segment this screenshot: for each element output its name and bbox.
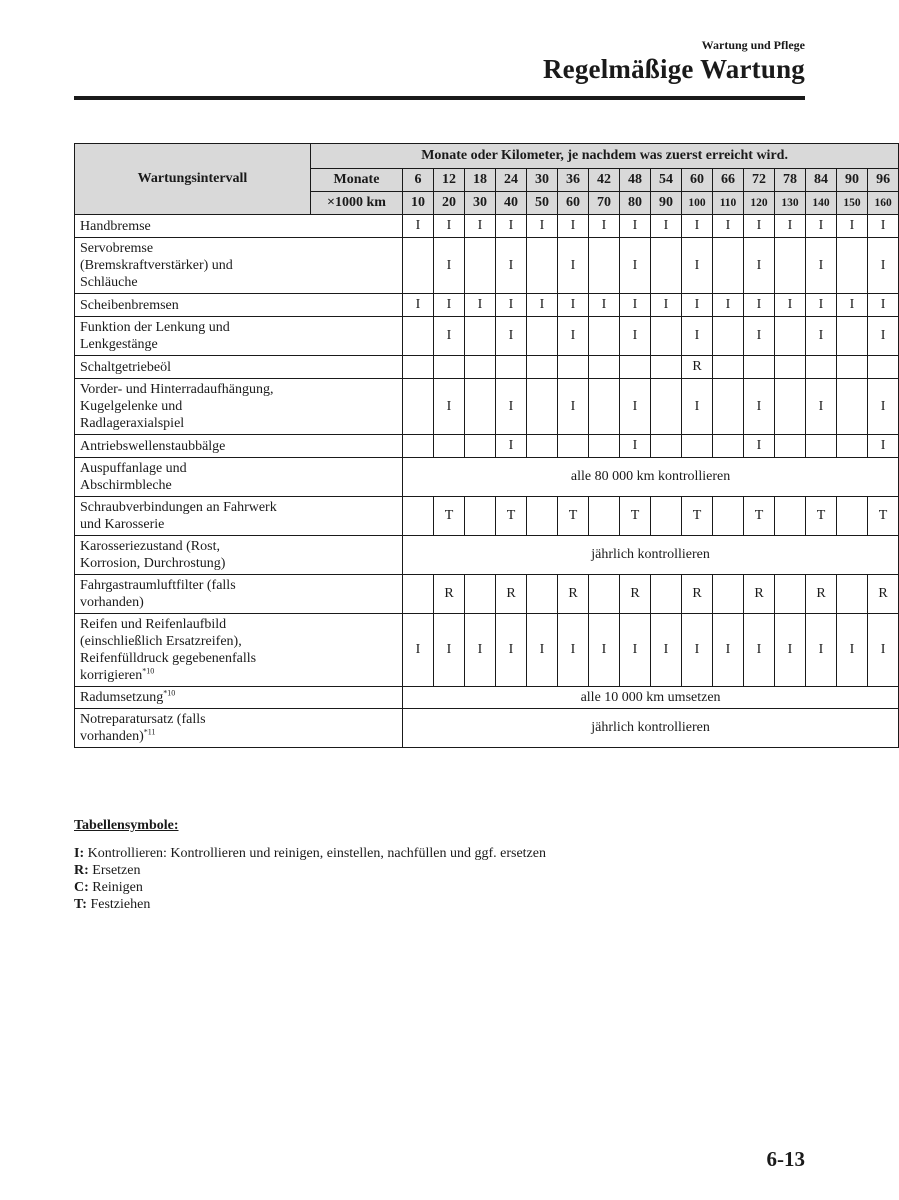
schedule-cell: I — [620, 294, 651, 317]
schedule-cell: I — [465, 294, 496, 317]
schedule-cell — [837, 379, 868, 435]
schedule-cell — [403, 317, 434, 356]
row-label: Notreparatursatz (falls vorhanden)$^{*11}$ — [75, 709, 403, 748]
title-rule — [74, 96, 805, 100]
month-header: 12 — [434, 169, 465, 192]
table-row — [75, 575, 899, 614]
row-label: Karosseriezustand (Rost, Korrosion, Durchrostung) — [75, 536, 403, 575]
schedule-cell: I — [620, 435, 651, 458]
schedule-cell: I — [682, 317, 713, 356]
row-label: Reifen und Reifenlaufbild (einschließlich Ersatzreifen), Reifenfülldruck gegebenenfalls korrigieren$^{*10}$ — [75, 614, 403, 687]
interval-header: Wartungsintervall — [75, 144, 311, 215]
schedule-cell: I — [651, 215, 682, 238]
month-header: 90 — [837, 169, 868, 192]
schedule-cell: I — [465, 614, 496, 687]
schedule-cell: T — [682, 497, 713, 536]
legend-item — [74, 896, 546, 913]
schedule-cell: I — [744, 294, 775, 317]
schedule-cell: R — [744, 575, 775, 614]
schedule-cell — [496, 356, 527, 379]
table-row — [75, 356, 899, 379]
row-label: Auspuffanlage und Abschirmbleche — [75, 458, 403, 497]
schedule-cell: I — [496, 294, 527, 317]
legend — [74, 817, 546, 913]
footnote-marker: *11 — [143, 727, 156, 737]
month-header: 18 — [465, 169, 496, 192]
table-row — [75, 215, 899, 238]
schedule-cell: I — [775, 614, 806, 687]
schedule-cell: I — [558, 379, 589, 435]
km-header: 20 — [434, 192, 465, 215]
schedule-cell — [837, 238, 868, 294]
row-label: Scheibenbremsen — [75, 294, 403, 317]
schedule-cell — [465, 356, 496, 379]
month-header: 42 — [589, 169, 620, 192]
schedule-cell: I — [682, 379, 713, 435]
row-label: Funktion der Lenkung und Lenkgestänge — [75, 317, 403, 356]
schedule-cell: R — [434, 575, 465, 614]
schedule-cell — [465, 575, 496, 614]
schedule-cell: I — [434, 614, 465, 687]
schedule-cell: I — [496, 435, 527, 458]
schedule-cell: I — [868, 215, 899, 238]
schedule-cell: I — [620, 238, 651, 294]
table-row — [75, 379, 899, 435]
schedule-cell — [651, 575, 682, 614]
row-label: Schraubverbindungen an Fahrwerk und Karosserie — [75, 497, 403, 536]
schedule-cell: I — [651, 294, 682, 317]
schedule-cell: I — [496, 317, 527, 356]
schedule-cell: I — [403, 614, 434, 687]
month-header: 6 — [403, 169, 434, 192]
km-header: 40 — [496, 192, 527, 215]
schedule-cell: R — [620, 575, 651, 614]
schedule-cell — [837, 435, 868, 458]
schedule-cell — [806, 435, 837, 458]
schedule-cell: I — [620, 215, 651, 238]
schedule-cell: I — [682, 614, 713, 687]
schedule-cell — [775, 317, 806, 356]
table-row — [75, 536, 899, 575]
schedule-cell — [775, 575, 806, 614]
schedule-cell: I — [496, 238, 527, 294]
km-header: 30 — [465, 192, 496, 215]
schedule-cell: I — [868, 379, 899, 435]
schedule-cell — [403, 356, 434, 379]
table-row — [75, 497, 899, 536]
schedule-cell: I — [806, 215, 837, 238]
km-header: 150 — [837, 192, 868, 215]
schedule-cell — [527, 317, 558, 356]
month-header: 30 — [527, 169, 558, 192]
km-label: ×1000 km — [311, 192, 403, 215]
legend-text: Kontrollieren: Kontrollieren und reinigen, einstellen, nachfüllen und ggf. ersetzen — [84, 846, 546, 861]
schedule-cell — [589, 238, 620, 294]
schedule-cell: I — [806, 614, 837, 687]
schedule-cell — [651, 435, 682, 458]
schedule-cell: I — [527, 294, 558, 317]
legend-items — [74, 845, 546, 913]
schedule-cell — [589, 356, 620, 379]
schedule-cell — [558, 356, 589, 379]
schedule-cell — [465, 435, 496, 458]
schedule-cell: R — [682, 575, 713, 614]
table-row — [75, 317, 899, 356]
schedule-cell — [806, 356, 837, 379]
schedule-cell — [775, 356, 806, 379]
section-label: Wartung und Pflege — [701, 38, 805, 52]
schedule-cell — [403, 238, 434, 294]
row-label: Vorder- und Hinterradaufhängung, Kugelgelenke und Radlageraxialspiel — [75, 379, 403, 435]
schedule-cell — [403, 575, 434, 614]
schedule-cell — [651, 317, 682, 356]
table-row — [75, 238, 899, 294]
month-header: 96 — [868, 169, 899, 192]
schedule-cell: I — [589, 215, 620, 238]
legend-text: Ersetzen — [88, 863, 141, 878]
schedule-cell: I — [558, 238, 589, 294]
schedule-cell: I — [868, 317, 899, 356]
schedule-cell: I — [868, 238, 899, 294]
schedule-cell — [775, 435, 806, 458]
schedule-cell — [558, 435, 589, 458]
schedule-cell: I — [589, 294, 620, 317]
schedule-cell: I — [682, 294, 713, 317]
schedule-cell — [589, 575, 620, 614]
schedule-cell — [589, 497, 620, 536]
schedule-cell: R — [496, 575, 527, 614]
schedule-cell: I — [868, 435, 899, 458]
schedule-cell — [775, 379, 806, 435]
schedule-cell — [589, 317, 620, 356]
schedule-cell — [837, 575, 868, 614]
table-row — [75, 709, 899, 748]
schedule-cell: I — [775, 215, 806, 238]
schedule-cell — [713, 317, 744, 356]
table-row — [75, 687, 899, 709]
row-label: Radumsetzung$^{*10}$ — [75, 687, 403, 709]
schedule-cell: I — [744, 215, 775, 238]
month-header: 48 — [620, 169, 651, 192]
schedule-cell: T — [806, 497, 837, 536]
schedule-cell — [527, 356, 558, 379]
interval-note: alle 10 000 km umsetzen — [403, 687, 899, 709]
footnote-marker: *10 — [163, 688, 176, 698]
schedule-cell — [620, 356, 651, 379]
schedule-cell: I — [434, 379, 465, 435]
schedule-cell — [403, 379, 434, 435]
interval-note: jährlich kontrollieren — [403, 709, 899, 748]
schedule-cell: I — [589, 614, 620, 687]
schedule-cell: I — [806, 294, 837, 317]
schedule-cell: I — [434, 294, 465, 317]
legend-key: T: — [74, 897, 87, 912]
schedule-cell — [713, 356, 744, 379]
schedule-cell — [713, 435, 744, 458]
km-header: 80 — [620, 192, 651, 215]
schedule-cell: I — [837, 294, 868, 317]
page-number: 6-13 — [766, 1147, 805, 1171]
month-header: 78 — [775, 169, 806, 192]
schedule-cell: I — [496, 379, 527, 435]
schedule-cell: T — [868, 497, 899, 536]
schedule-cell: I — [744, 614, 775, 687]
schedule-cell: I — [713, 294, 744, 317]
schedule-cell — [837, 317, 868, 356]
schedule-cell: I — [496, 614, 527, 687]
month-header: 60 — [682, 169, 713, 192]
schedule-cell: I — [527, 215, 558, 238]
legend-item — [74, 862, 546, 879]
maintenance-table — [74, 143, 899, 748]
legend-item — [74, 845, 546, 862]
km-header: 120 — [744, 192, 775, 215]
km-header: 140 — [806, 192, 837, 215]
schedule-cell: I — [775, 294, 806, 317]
schedule-cell: I — [527, 614, 558, 687]
legend-text: Reinigen — [88, 880, 143, 895]
km-header: 90 — [651, 192, 682, 215]
month-header: 72 — [744, 169, 775, 192]
schedule-cell — [744, 356, 775, 379]
km-header: 50 — [527, 192, 558, 215]
schedule-cell: I — [558, 614, 589, 687]
row-label: Servobremse (Bremskraftverstärker) und Schläuche — [75, 238, 403, 294]
schedule-cell: R — [806, 575, 837, 614]
schedule-cell — [651, 497, 682, 536]
schedule-cell: I — [403, 215, 434, 238]
schedule-cell — [868, 356, 899, 379]
schedule-cell: I — [496, 215, 527, 238]
schedule-cell: I — [434, 317, 465, 356]
row-label: Schaltgetriebeöl — [75, 356, 403, 379]
schedule-cell: I — [744, 317, 775, 356]
schedule-cell: T — [620, 497, 651, 536]
schedule-cell: R — [682, 356, 713, 379]
legend-key: R: — [74, 863, 89, 878]
schedule-cell: T — [434, 497, 465, 536]
schedule-cell — [651, 356, 682, 379]
schedule-cell: I — [837, 614, 868, 687]
schedule-cell: T — [496, 497, 527, 536]
km-header: 100 — [682, 192, 713, 215]
schedule-cell: R — [558, 575, 589, 614]
schedule-cell — [527, 238, 558, 294]
schedule-cell: I — [434, 238, 465, 294]
month-header: 54 — [651, 169, 682, 192]
km-header: 60 — [558, 192, 589, 215]
schedule-cell — [651, 379, 682, 435]
schedule-cell — [465, 497, 496, 536]
km-header: 10 — [403, 192, 434, 215]
page-title: Regelmäßige Wartung — [542, 54, 805, 84]
schedule-cell — [403, 435, 434, 458]
legend-key: I: — [74, 846, 85, 861]
schedule-cell: I — [806, 238, 837, 294]
schedule-cell — [713, 238, 744, 294]
row-label: Handbremse — [75, 215, 403, 238]
schedule-cell — [403, 497, 434, 536]
schedule-cell: I — [744, 379, 775, 435]
schedule-cell: I — [434, 215, 465, 238]
schedule-cell: I — [651, 614, 682, 687]
schedule-cell — [837, 356, 868, 379]
schedule-cell — [775, 238, 806, 294]
schedule-cell — [434, 356, 465, 379]
table-row — [75, 614, 899, 687]
table-body — [75, 215, 899, 748]
schedule-cell — [775, 497, 806, 536]
schedule-cell: I — [465, 215, 496, 238]
schedule-cell — [713, 497, 744, 536]
schedule-cell — [837, 497, 868, 536]
table-row — [75, 294, 899, 317]
row-label: Fahrgastraumluftfilter (falls vorhanden) — [75, 575, 403, 614]
month-header: 84 — [806, 169, 837, 192]
legend-item — [74, 879, 546, 896]
schedule-cell — [527, 497, 558, 536]
schedule-cell — [434, 435, 465, 458]
schedule-cell: T — [744, 497, 775, 536]
schedule-cell: I — [620, 614, 651, 687]
span-header: Monate oder Kilometer, je nachdem was zuerst erreicht wird. — [311, 144, 899, 169]
schedule-cell: I — [713, 614, 744, 687]
schedule-cell: I — [806, 379, 837, 435]
schedule-cell: I — [620, 379, 651, 435]
schedule-cell: I — [868, 294, 899, 317]
schedule-cell — [651, 238, 682, 294]
schedule-cell: I — [558, 294, 589, 317]
km-header: 70 — [589, 192, 620, 215]
schedule-cell: I — [837, 215, 868, 238]
schedule-cell: T — [558, 497, 589, 536]
month-header: 36 — [558, 169, 589, 192]
months-label: Monate — [311, 169, 403, 192]
month-header: 24 — [496, 169, 527, 192]
schedule-cell: I — [713, 215, 744, 238]
legend-key: C: — [74, 880, 89, 895]
footnote-marker: *10 — [142, 666, 155, 676]
interval-note: alle 80 000 km kontrollieren — [403, 458, 899, 497]
row-label: Antriebswellenstaubbälge — [75, 435, 403, 458]
table-row — [75, 458, 899, 497]
schedule-cell — [713, 575, 744, 614]
legend-title: Tabellensymbole: — [74, 818, 179, 833]
schedule-cell — [527, 575, 558, 614]
km-header: 130 — [775, 192, 806, 215]
table-row — [75, 435, 899, 458]
schedule-cell — [589, 435, 620, 458]
schedule-cell — [713, 379, 744, 435]
schedule-cell: I — [620, 317, 651, 356]
schedule-cell: I — [682, 238, 713, 294]
schedule-cell: I — [868, 614, 899, 687]
schedule-cell — [465, 379, 496, 435]
schedule-cell: I — [744, 238, 775, 294]
schedule-cell: I — [558, 215, 589, 238]
schedule-cell — [465, 238, 496, 294]
schedule-cell — [527, 435, 558, 458]
schedule-cell — [589, 379, 620, 435]
km-header: 160 — [868, 192, 899, 215]
schedule-cell: I — [558, 317, 589, 356]
schedule-cell: I — [744, 435, 775, 458]
legend-text: Festziehen — [86, 897, 151, 912]
schedule-cell — [682, 435, 713, 458]
schedule-cell: R — [868, 575, 899, 614]
schedule-cell — [465, 317, 496, 356]
km-header: 110 — [713, 192, 744, 215]
month-header: 66 — [713, 169, 744, 192]
interval-note: jährlich kontrollieren — [403, 536, 899, 575]
schedule-cell: I — [806, 317, 837, 356]
schedule-cell: I — [682, 215, 713, 238]
schedule-cell — [527, 379, 558, 435]
schedule-cell: I — [403, 294, 434, 317]
maintenance-table-container — [74, 143, 892, 748]
